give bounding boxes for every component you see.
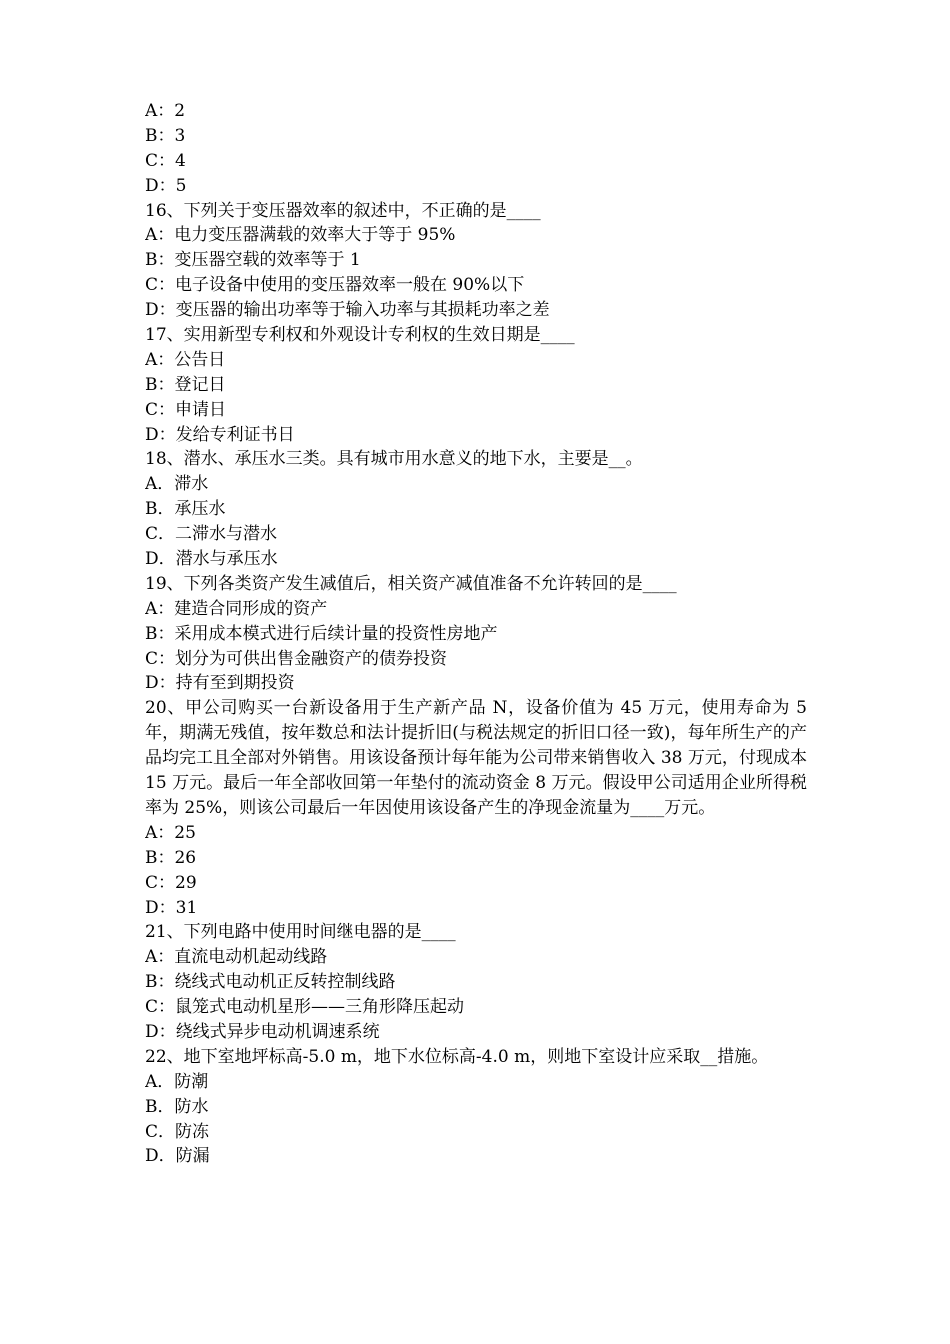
answer-option: C：电子设备中使用的变压器效率一般在 90%以下	[145, 275, 525, 296]
answer-option: C：申请日	[145, 399, 227, 420]
answer-option: B．承压水	[145, 499, 226, 520]
answer-option: A：直流电动机起动线路	[145, 947, 328, 968]
answer-option: A：公告日	[145, 349, 226, 370]
answer-option: D：31	[145, 897, 198, 918]
answer-option: D：5	[145, 175, 187, 196]
answer-option: A：电力变压器满载的效率大于等于 95%	[145, 225, 456, 246]
question-text: 16、下列关于变压器效率的叙述中，不正确的是____	[145, 200, 541, 221]
answer-option: C：划分为可供出售金融资产的债券投资	[145, 648, 448, 669]
answer-option: B：变压器空载的效率等于 1	[145, 250, 361, 271]
question-text: 18、潜水、承压水三类。具有城市用水意义的地下水，主要是__。	[145, 449, 643, 470]
answer-option: A：2	[145, 101, 186, 121]
question-text: 17、实用新型专利权和外观设计专利权的生效日期是____	[145, 325, 575, 346]
answer-option: B：登记日	[145, 374, 226, 395]
answer-option: C：4	[145, 150, 186, 171]
answer-option: B：3	[145, 125, 186, 146]
question-paragraph: 20、甲公司购买一台新设备用于生产新产品 N，设备价值为 45 万元，使用寿命为 5 年，期满无残值，按年数总和法计提折旧(与税法规定的折旧口径一致)，每年所生产的产品均完工且全部对外销售。用该设备预计每年能为公司带来销售收入 38 万元，付现成本 15 万元。最后一年全部收回第一年垫付的流动资金 8 万元。假设甲公司适用企业所得税率为 25%，则该公司最后一年因使用该设备产生的净现金流量为____万元。	[145, 698, 807, 818]
answer-option: A．滞水	[145, 474, 209, 495]
question-text: 19、下列各类资产发生减值后，相关资产减值准备不允许转回的是____	[145, 573, 677, 594]
answer-option: D：发给专利证书日	[145, 424, 295, 445]
answer-option: A．防潮	[145, 1071, 209, 1092]
answer-option: D：绕线式异步电动机调速系统	[145, 1022, 380, 1043]
document-page	[145, 99, 807, 1169]
answer-option: D．防漏	[145, 1146, 210, 1167]
answer-option: B．防水	[145, 1096, 209, 1117]
answer-option: C．二滞水与潜水	[145, 524, 278, 545]
answer-option: D：持有至到期投资	[145, 673, 295, 694]
answer-option: A：25	[145, 822, 196, 843]
answer-option: B：26	[145, 847, 197, 868]
answer-option: A：建造合同形成的资产	[145, 598, 328, 619]
answer-option: D：变压器的输出功率等于输入功率与其损耗功率之差	[145, 300, 550, 321]
answer-option: C：鼠笼式电动机星形——三角形降压起动	[145, 997, 465, 1018]
question-text: 22、地下室地坪标高-5.0 m，地下水位标高-4.0 m，则地下室设计应采取__措施。	[145, 1046, 769, 1067]
answer-option: B：采用成本模式进行后续计量的投资性房地产	[145, 623, 498, 644]
question-text: 21、下列电路中使用时间继电器的是____	[145, 922, 456, 943]
answer-option: D．潜水与承压水	[145, 549, 278, 570]
answer-option: C．防冻	[145, 1121, 210, 1142]
answer-option: C：29	[145, 872, 197, 893]
answer-option: B：绕线式电动机正反转控制线路	[145, 972, 396, 993]
